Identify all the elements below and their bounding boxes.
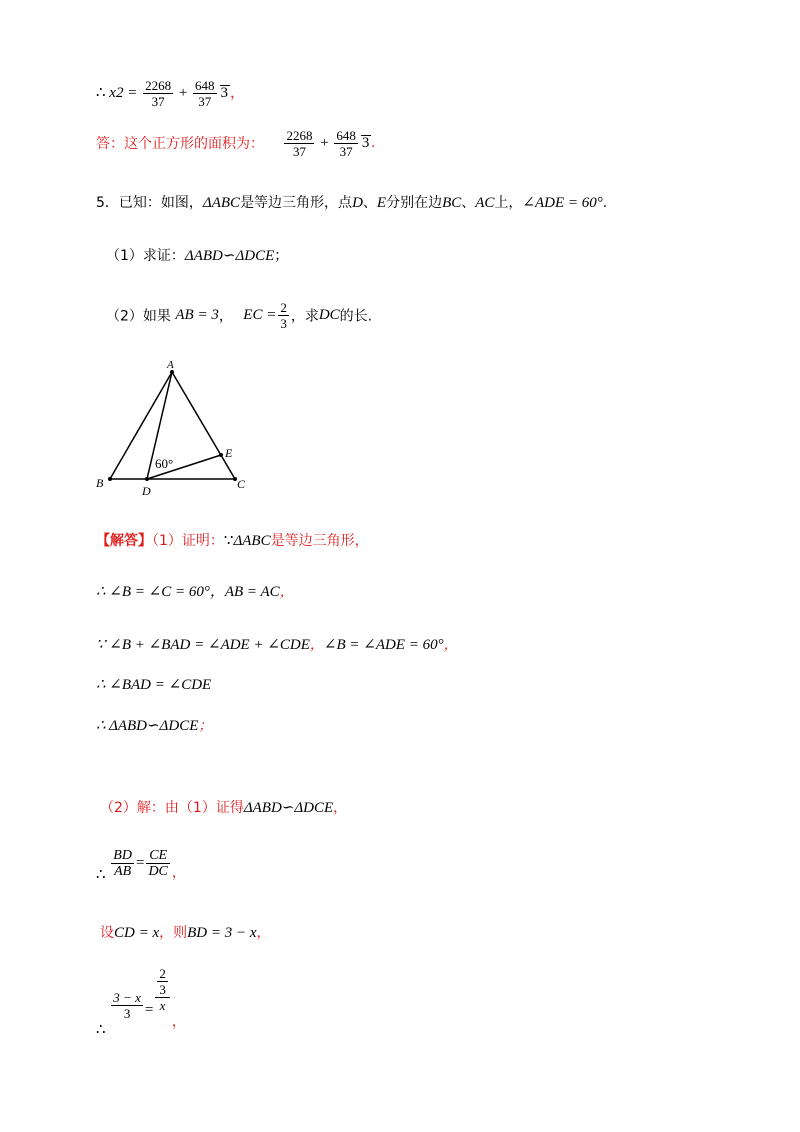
angle-label: 60° xyxy=(155,456,174,471)
final-equation: ∴ $\frac{3 - x}{3}$ = $\frac{\frac{2}{3}}{x}$ ， xyxy=(96,966,186,1038)
solution-line-5: ∴ ΔABD∽ΔDCE； xyxy=(96,718,213,734)
solution-line-4: ∴ ∠BAD = ∠CDE xyxy=(96,677,212,693)
fraction: $\frac{648}{37}$ xyxy=(336,128,356,159)
label-a: A xyxy=(167,359,174,371)
fraction: $\frac{2268}{37}$ xyxy=(286,128,313,159)
solution-part-2-intro: （2）解：由（1）证得ΔABD∽ΔDCE， xyxy=(100,800,348,816)
problem-5-part-1: （1）求证：ΔABD∽ΔDCE； xyxy=(106,248,289,264)
sqrt: 3 xyxy=(220,84,229,101)
triangle-figure xyxy=(94,356,254,496)
label-e: E xyxy=(225,446,233,460)
solution-line-2: ∴ ∠B = ∠C = 60°，AB = AC， xyxy=(96,584,294,600)
ratio-equation: ∴ $\frac{BD}{AB}$ = $\frac{CE}{DC}$ ， xyxy=(96,848,186,883)
fraction: $\frac{648}{37}$ xyxy=(195,78,215,109)
problem-5-part-2: （2）如果 AB = 3， EC = $\frac{2}{3}$ ，求DC的长. xyxy=(106,300,373,331)
fraction: $\frac{2}{3}$ xyxy=(280,300,287,331)
solution-line-3: ∵ ∠B + ∠BAD = ∠ADE + ∠CDE，∠B = ∠ADE = 60°， xyxy=(96,637,458,653)
label-c: C xyxy=(237,477,246,491)
point-e xyxy=(219,453,223,457)
set-variable-line: 设CD = x，则BD = 3 − x， xyxy=(100,925,271,941)
answer-line: 答：这个正方形的面积为： $\frac{2268}{37}$ + $\frac{648}{37}$ 3 . xyxy=(96,128,376,159)
fraction: $\frac{2268}{37}$ xyxy=(145,78,172,109)
label-b: B xyxy=(96,476,104,490)
point-b xyxy=(108,477,112,481)
problem-5-statement: 5．已知：如图，ΔABC是等边三角形，点D、E分别在边BC、AC上，∠ADE = 60°. xyxy=(96,195,608,211)
equation-x2: ∴ x2 = $\frac{2268}{37}$ + $\frac{648}{37}$ 3 ， xyxy=(96,78,246,109)
side-ac xyxy=(172,372,235,479)
label-d: D xyxy=(142,484,151,496)
solution-part-1-intro: 【解答】（1）证明：∵ΔABC是等边三角形， xyxy=(96,533,369,549)
point-d xyxy=(145,477,149,481)
sqrt: 3 xyxy=(361,134,370,151)
